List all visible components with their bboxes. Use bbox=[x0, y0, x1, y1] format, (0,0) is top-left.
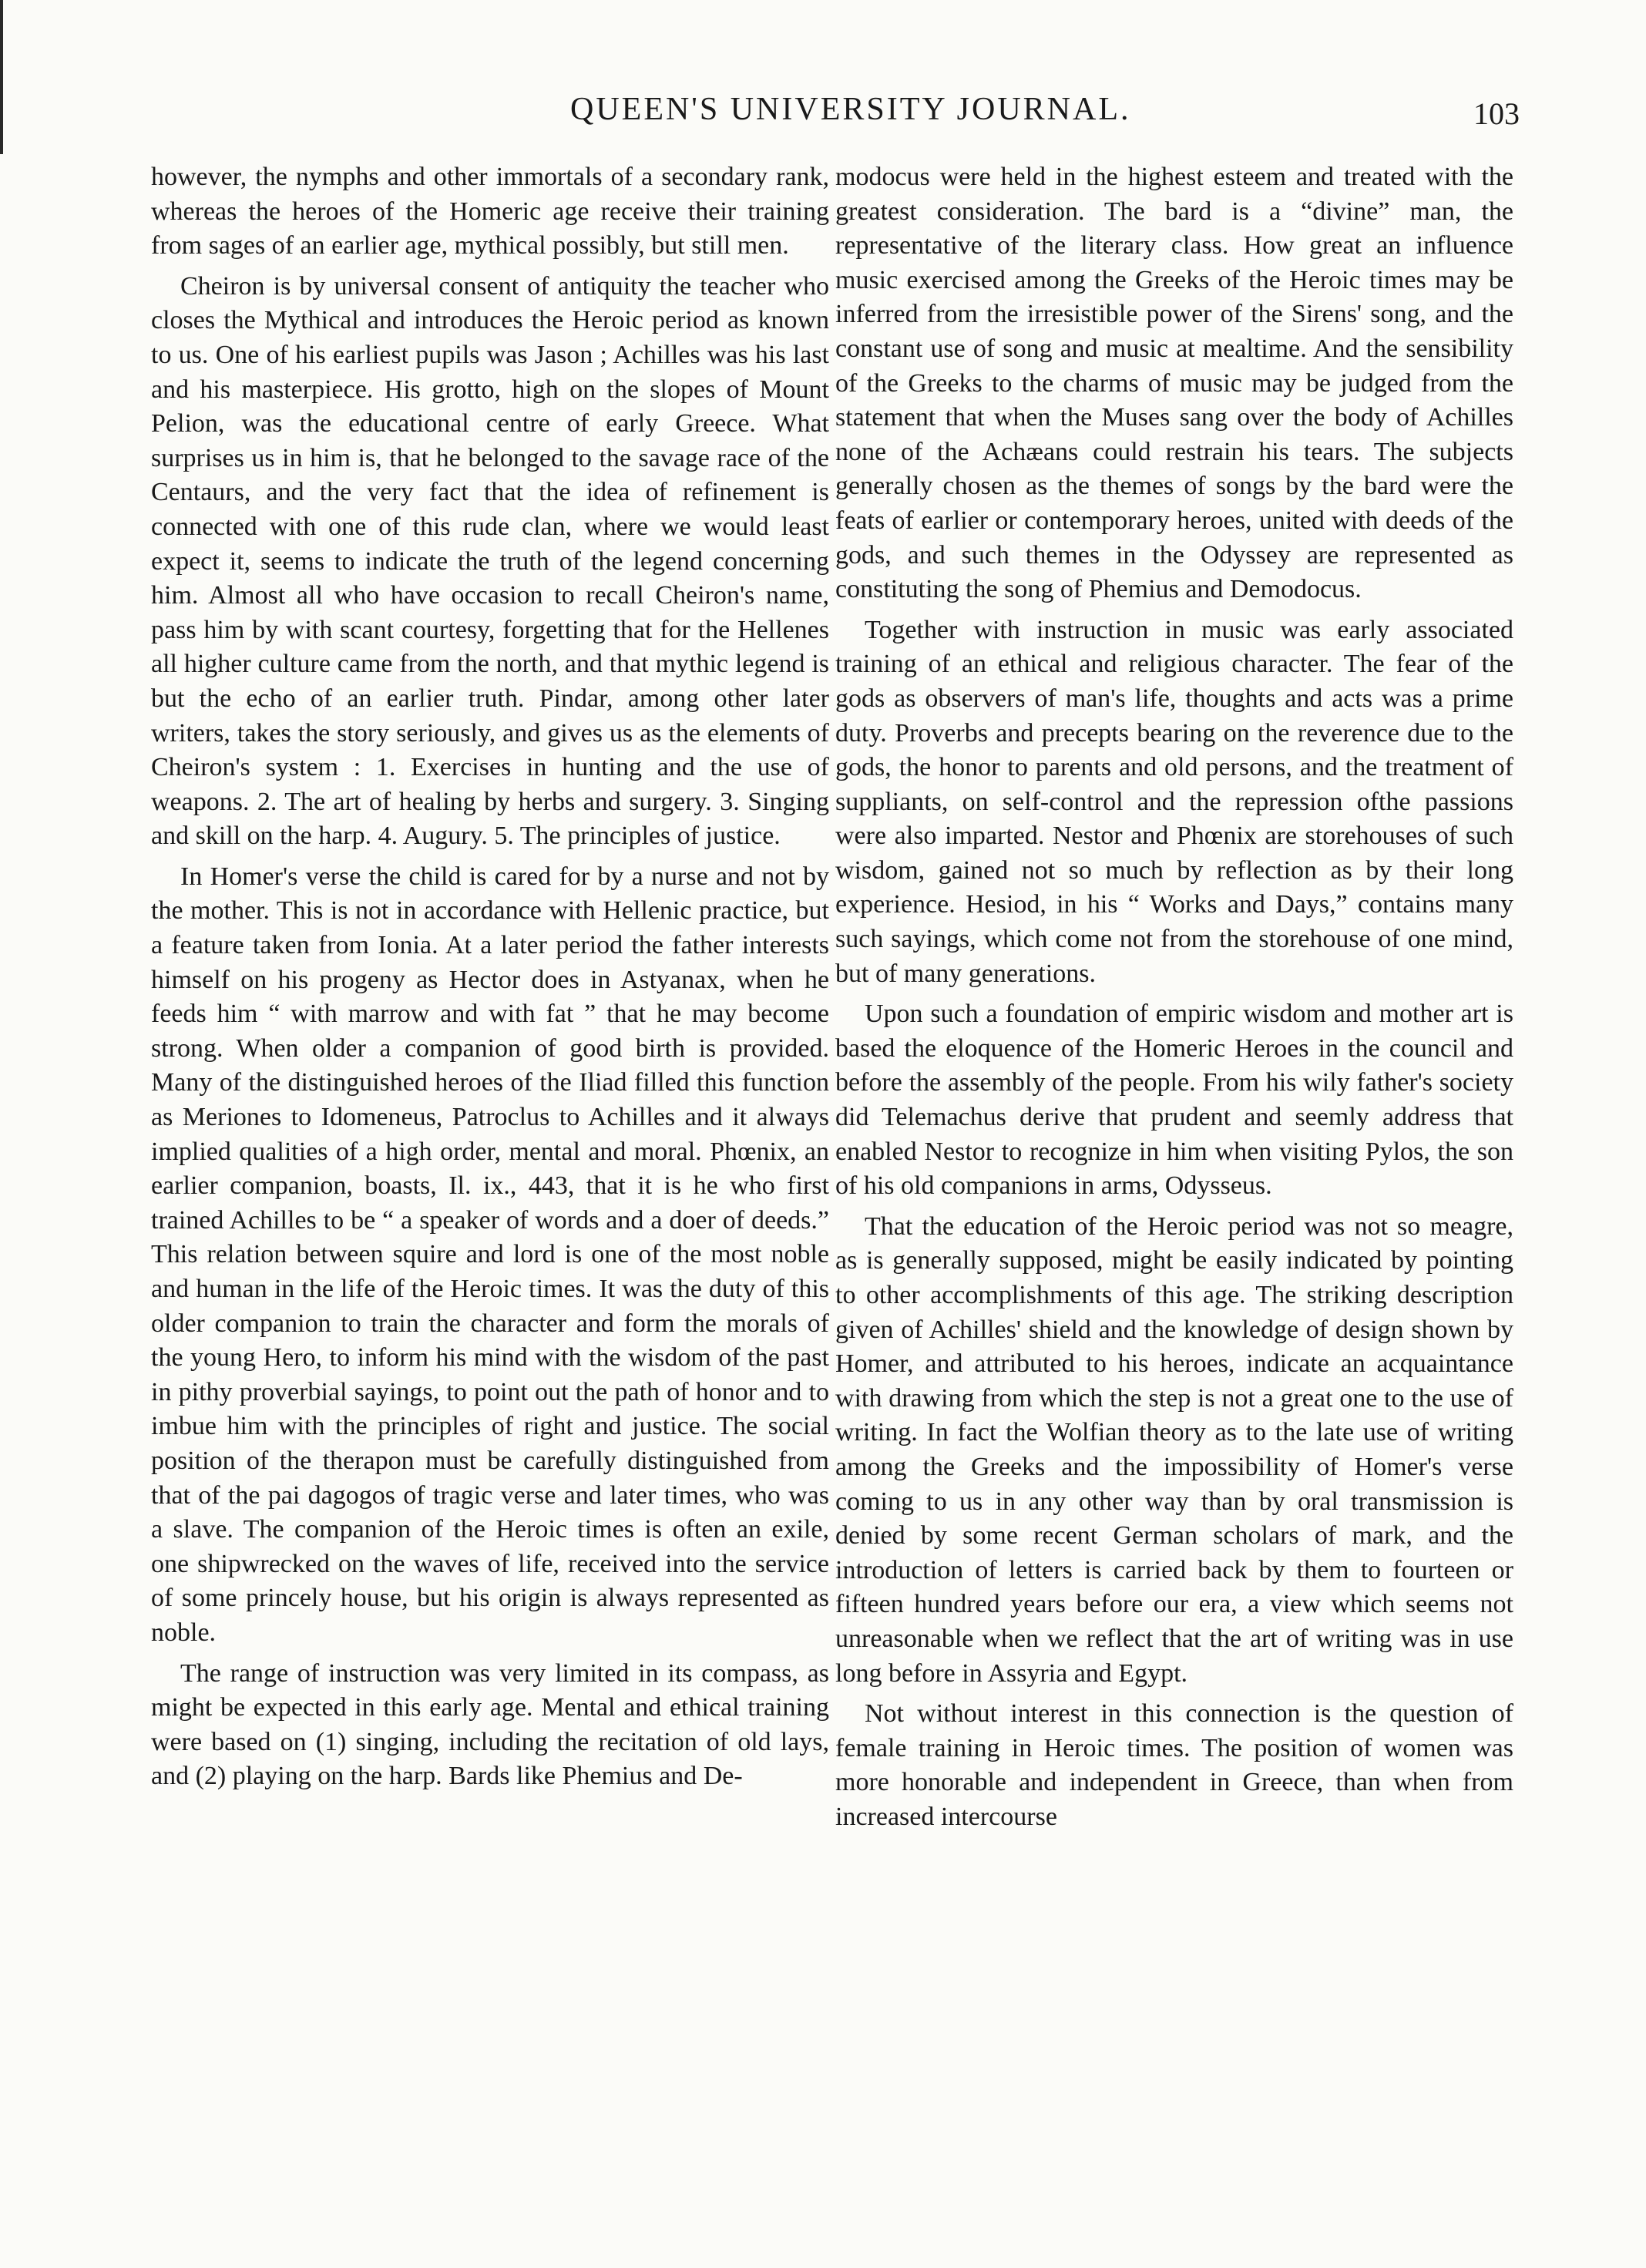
paragraph: The range of instruction was very limited in its compass, as might be expected in this early age. Mental and ethical training were based on (1) singing, including the recitation of old lays, and (2) playing on the harp. Bards like Phemius and De- bbox=[151, 1658, 829, 1791]
paragraph: In Homer's verse the child is cared for by a nurse and not by the mother. This is not in accordance with Hellenic practice, but a feature taken from Ionia. At a later period the father interests himself on his progeny as Hector does in Astyanax, when he feeds him “ with marrow and with fat ” that he may become strong. When older a companion of good birth is provided. Many of the distinguished heroes of the Iliad filled this function as Meriones to Idomeneus, Patroclus to Achilles and it always implied qualities of a high order, mental and moral. Phœnix, an earlier companion, boasts, Il. ix., 443, that it is he who first trained Achilles to be “ a speaker of words and a doer of deeds.” This relation between squire and lord is one of the most noble and human in the life of the Heroic times. It was the duty of this older companion to train the character and form the morals of the young Hero, to inform his mind with the wisdom of the past in pithy proverbial sayings, to point out the path of honor and to imbue him with the principles of right and justice. The social position of the therapon must be carefully distinguished from that of the pai dagogos of tragic verse and later times, who was a slave. The companion of the Heroic times is often an exile, one shipwrecked on the waves of life, received into the service of some princely house, but his origin is always represented as noble. bbox=[151, 862, 829, 1647]
paragraph: That the education of the Heroic period was not so meagre, as is generally supposed, might be easily indicated by pointing to other accomplishments of this age. The striking description given of Achilles' shield and the knowledge of design shown by Homer, and attributed to his heroes, indicate an acquaintance with drawing from which the step is not a great one to the use of writing. In fact the Wolfian theory as to the late use of writing among the Greeks and the impossibility of Homer's verse coming to us in any other way than by oral transmission is denied by some recent German scholars of mark, and the introduction of letters is carried back by them to fourteen or fifteen hundred years before our era, a view which seems not unreasonable when we reflect that the art of writing was in use long before in Assyria and Egypt. bbox=[835, 1211, 1513, 1688]
left-column bbox=[151, 160, 829, 2195]
page-header bbox=[0, 91, 1646, 137]
paragraph: Upon such a foundation of empiric wisdom and mother art is based the eloquence of the Homeric Heroes in the council and before the assembly of the people. From his wily father's society did Telemachus derive that prudent and seemly address that enabled Nestor to recognize in him when visiting Pylos, the son of his old companions in arms, Odysseus. bbox=[835, 1000, 1513, 1201]
paragraph: Cheiron is by universal consent of antiquity the teacher who closes the Mythical and introduces the Heroic period as known to us. One of his earliest pupils was Jason ; Achilles was his last and his masterpiece. His grotto, high on the slopes of Mount Pelion, was the educational centre of early Greece. What surprises us in him is, that he belonged to the savage race of the Centaurs, and the very fact that the idea of refinement is connected with one of this rude clan, where we would least expect it, seems to indicate the truth of the legend concerning him. Almost all who have occasion to recall Cheiron's name, pass him by with scant courtesy, forgetting that for the Hellenes all higher culture came from the north, and that mythic legend is but the echo of an earlier truth. Pindar, among other later writers, takes the story seriously, and gives us as the elements of Cheiron's system : 1. Exercises in hunting and the use of weapons. 2. The art of healing by herbs and surgery. 3. Singing and skill on the harp. 4. Augury. 5. The principles of justice. bbox=[151, 271, 829, 851]
paragraph: modocus were held in the highest esteem and treated with the greatest consideration. The bard is a “divine” man, the representative of the literary class. How great an influence music exercised among the Greeks of the Heroic times may be inferred from the irresistible power of the Sirens' song, and the constant use of song and music at mealtime. And the sensibility of the Greeks to the charms of music may be judged from the statement that when the Muses sang over the body of Achilles none of the Achæans could restrain his tears. The subjects generally chosen as the themes of songs by the bard were the feats of earlier or contemporary heroes, united with deeds of the gods, and such themes in the Odyssey are represented as constituting the song of Phemius and Demodocus. bbox=[835, 163, 1513, 604]
page-number: 103 bbox=[1473, 96, 1520, 131]
running-title: QUEEN'S UNIVERSITY JOURNAL. bbox=[570, 92, 1131, 127]
paragraph: Not without interest in this connection is the question of female training in Heroic times. The position of women was more honorable and independent in Greece, than when from increased intercourse bbox=[835, 1699, 1513, 1831]
paragraph: however, the nymphs and other immortals of a secondary rank, whereas the heroes of the Homeric age receive their training from sages of an earlier age, mythical possibly, but still men. bbox=[151, 163, 829, 260]
right-column bbox=[835, 160, 1513, 2195]
paragraph: Together with instruction in music was early associated training of an ethical and religious character. The fear of the gods as observers of man's life, thoughts and acts was a prime duty. Proverbs and precepts bearing on the reverence due to the gods, the honor to parents and old persons, and the treatment of suppliants, on self-control and the repression ofthe passions were also imparted. Nestor and Phœnix are storehouses of such wisdom, gained not so much by reflection as by their long experience. Hesiod, in his “ Works and Days,” contains many such sayings, which come not from the storehouse of one mind, but of many generations. bbox=[835, 615, 1513, 988]
